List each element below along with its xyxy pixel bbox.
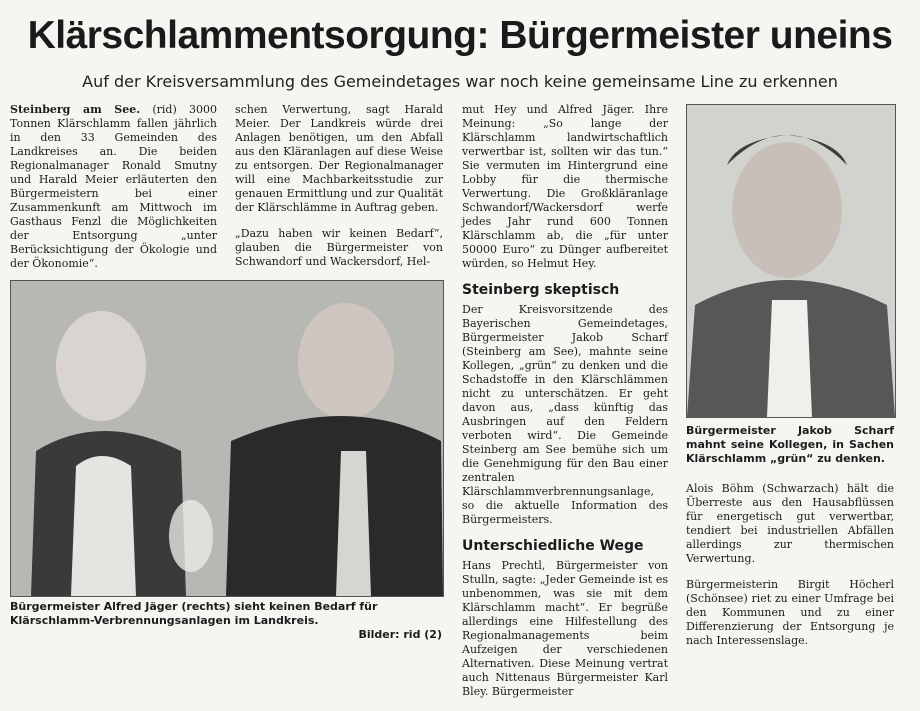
body-paragraph: schen Verwertung, sagt Harald Meier. Der Landkreis würde drei Anlagen benötigen, um den Abfall aus den Kläranlagen auf diese Weise zu entsorgen. Der Regionalmanager will eine Machbarkeitsstudie zur genauen Ermittlung und zur Qualität der Klärschlämme in Auftrag geben. bbox=[235, 103, 443, 214]
body-paragraph: Der Kreisvorsitzende des Bayerischen Gemeindetages, Bürgermeister Jakob Scharf (Steinberg am See), mahnte seine Kollegen, „grün“ zu denken und die Schadstoffe in den Klärschlämmen nicht zu unterschätzen. Er geht davon aus, „dass künftig das Ausbringen auf den Feldern verboten wird“. Die Gemeinde Steinberg am See bemühe sich um die Genehmigung für den Bau einer zentralen Klärschlammverbrennungsanlage, so die aktuelle Information des Bürgermeisters. bbox=[462, 303, 668, 526]
photo-mayors bbox=[10, 280, 444, 597]
caption-text: Bürgermeister Alfred Jäger (rechts) sieht keinen Bedarf für Klärschlamm-Verbrennungsanlagen im Landkreis. bbox=[10, 600, 378, 627]
photo-scharf-illustration bbox=[687, 105, 895, 417]
column-2 bbox=[235, 103, 443, 281]
headline: Klärschlammentsorgung: Bürgermeister uneins bbox=[27, 14, 893, 57]
body-paragraph: Hans Prechtl, Bürgermeister von Stulln, sagte: „Jeder Gemeinde ist es unbenommen, was sie mit dem Klärschlamm macht“. Er begrüße allerdings eine Hilfestellung des Regionalmanagements beim Aufzeigen der verschiedenen Alternativen. Diese Meinung vertrat auch Nittenaus Bürgermeister Karl Bley. Bürgermeister bbox=[462, 559, 668, 698]
column-3 bbox=[462, 103, 668, 711]
section-heading: Steinberg skeptisch bbox=[462, 282, 620, 298]
body-paragraph: (rid) 3000 Tonnen Klärschlamm fallen jährlich in den 33 Gemeinden des Landkreises an. Die beiden Regionalmanager Ronald Smutny und Harald Meier erläuterten den Bürgermeistern bei einer Zusammenkunft am Mittwoch im Gasthaus Fenzl die Möglichkeiten der Entsorgung „unter Berücksichtigung der Ökologie und der Ökonomie“. bbox=[10, 103, 218, 270]
section-heading: Unterschiedliche Wege bbox=[462, 538, 644, 554]
body-paragraph: Alois Böhm (Schwarzach) hält die Überreste aus den Hausabflüssen für energetisch gut verwertbar, tendiert bei industriellen Abfällen allerdings zur thermischen Verwertung. bbox=[686, 482, 894, 565]
dateline: Steinberg am See. bbox=[10, 103, 141, 116]
body-paragraph: mut Hey und Alfred Jäger. Ihre Meinung: „So lange der Klärschlamm landwirtschaftlich verwertbar ist, sollten wir das tun.“ Sie vermuten im Hintergrund eine Lobby für die thermische Verwertung. Die Großkläranlage Schwandorf/Wackersdorf werfe jedes Jahr rund 600 Tonnen Klärschlamm ab, die „für unter 50000 Euro“ zu Dünger aufbereitet würden, so Helmut Hey. bbox=[462, 103, 668, 270]
column-4 bbox=[686, 482, 894, 660]
body-paragraph: Bürgermeisterin Birgit Höcherl (Schönsee) riet zu einer Umfrage bei den Kommunen und zu einer Differenzierung der Entsorgung je nach Interessenslage. bbox=[686, 578, 894, 647]
photo-jakob-scharf bbox=[686, 104, 896, 418]
body-paragraph: „Dazu haben wir keinen Bedarf“, glauben die Bürgermeister von Schwandorf und Wackersdorf, Hel- bbox=[235, 227, 443, 268]
subheadline: Auf der Kreisversammlung des Gemeindetages war noch keine gemeinsame Line zu erkennen bbox=[82, 72, 838, 91]
column-1 bbox=[10, 103, 217, 309]
photo-mayors-illustration bbox=[11, 281, 443, 596]
photo-credit: Bilder: rid (2) bbox=[358, 628, 442, 641]
photo-caption bbox=[10, 600, 442, 642]
photo-caption: Bürgermeister Jakob Scharf mahnt seine Kollegen, in Sachen Klärschlamm „grün“ zu denken. bbox=[686, 424, 894, 465]
